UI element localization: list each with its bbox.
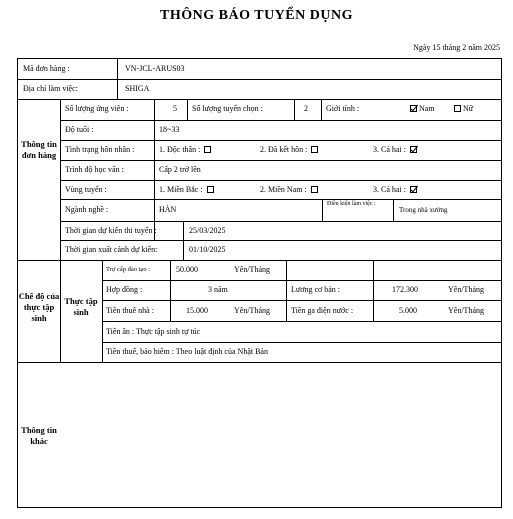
education-value: Cấp 2 trở lên xyxy=(159,165,201,174)
region-both-option[interactable] xyxy=(373,185,417,195)
age-value: 18~33 xyxy=(159,125,180,134)
job-label: Ngành nghề : xyxy=(65,205,109,214)
rent-amount: 15.000 xyxy=(186,306,208,315)
marital-both-checkbox[interactable] xyxy=(410,146,417,153)
document-date: Ngày 15 tháng 2 năm 2025 xyxy=(413,43,500,52)
utility-amount: 5.000 xyxy=(399,306,417,315)
condition-label: Điều kiện làm việc : xyxy=(327,201,376,207)
region-north-option[interactable] xyxy=(159,185,214,195)
region-both-checkbox[interactable] xyxy=(410,186,417,193)
marital-married-option[interactable] xyxy=(260,145,318,155)
food-note: Tiền ăn : Thực tập sinh tự túc xyxy=(106,327,201,336)
order-code-value: VN-JCL-ARUS03 xyxy=(125,64,185,73)
training-unit: Yên/Tháng xyxy=(234,265,270,274)
marital-both-label: 3. Cả hai : xyxy=(373,145,406,154)
gender-female-label: Nữ xyxy=(463,104,474,113)
departure-label: Thời gian xuất cảnh dự kiến: xyxy=(65,245,158,254)
marital-label: Tình trạng hôn nhân : xyxy=(65,145,135,154)
training-label: Trợ cấp đào tạo : xyxy=(106,266,150,273)
marital-married-checkbox[interactable] xyxy=(311,146,318,153)
gender-male-checkbox[interactable] xyxy=(410,105,417,112)
gender-female-checkbox[interactable] xyxy=(454,105,461,112)
section-benefits: Chế độ của thực tập sinh xyxy=(18,291,60,323)
gender-male-label: Nam xyxy=(419,104,435,113)
region-south-option[interactable] xyxy=(260,185,318,195)
job-value: HÀN xyxy=(159,205,177,214)
marital-single-label: 1. Độc thân : xyxy=(159,145,201,154)
age-label: Độ tuổi : xyxy=(65,125,94,134)
region-both-label: 3. Cả hai : xyxy=(373,185,406,194)
gender-male-option[interactable] xyxy=(406,104,435,114)
interview-value: 25/03/2025 xyxy=(189,226,226,235)
selected-value: 2 xyxy=(304,104,308,113)
section-trainee: Thực tập sinh xyxy=(64,296,98,317)
contract-label: Hợp đồng : xyxy=(106,285,143,294)
utility-label: Tiền ga điện nước : xyxy=(291,306,354,315)
tax-note: Tiền thuế, bảo hiểm : Theo luật định của Nhật Bản xyxy=(106,347,268,356)
marital-single-option[interactable] xyxy=(159,145,211,155)
interview-label: Thời gian dự kiến thi tuyển : xyxy=(65,226,157,235)
salary-unit: Yên/Tháng xyxy=(448,285,484,294)
contract-value: 3 năm xyxy=(208,285,228,294)
departure-value: 01/10/2025 xyxy=(189,245,226,254)
gender-female-option[interactable] xyxy=(450,104,473,114)
page-title: THÔNG BÁO TUYỂN DỤNG xyxy=(160,8,353,23)
region-north-label: 1. Miền Bắc : xyxy=(159,185,203,194)
rent-unit: Yên/Tháng xyxy=(234,306,270,315)
marital-married-label: 2. Đã kết hôn : xyxy=(260,145,308,154)
training-amount: 50.000 xyxy=(176,265,198,274)
workplace-label: Địa chỉ làm việc: xyxy=(23,84,78,93)
rent-label: Tiền thuê nhà : xyxy=(106,306,154,315)
education-label: Trình độ học vấn : xyxy=(65,165,124,174)
region-south-label: 2. Miền Nam : xyxy=(260,185,307,194)
applicants-value: 5 xyxy=(173,104,177,113)
marital-single-checkbox[interactable] xyxy=(204,146,211,153)
section-order-info: Thông tin đơn hàng xyxy=(21,139,57,160)
region-label: Vùng tuyển : xyxy=(65,185,107,194)
section-other: Thông tin khác xyxy=(21,425,57,446)
workplace-value: SHIGA xyxy=(125,84,150,93)
order-code-label: Mã đơn hàng : xyxy=(23,64,70,73)
recruitment-form xyxy=(17,58,502,508)
salary-label: Lương cơ bản : xyxy=(291,285,341,294)
salary-amount: 172.300 xyxy=(392,285,418,294)
gender-label: Giới tính : xyxy=(326,104,360,113)
selected-label: Số lượng tuyển chọn : xyxy=(192,104,263,113)
applicants-label: Số lượng ứng viên : xyxy=(65,104,129,113)
marital-both-option[interactable] xyxy=(373,145,417,155)
utility-unit: Yên/Tháng xyxy=(448,306,484,315)
region-north-checkbox[interactable] xyxy=(207,186,214,193)
condition-value: Trong nhà xưởng xyxy=(399,206,448,214)
region-south-checkbox[interactable] xyxy=(311,186,318,193)
